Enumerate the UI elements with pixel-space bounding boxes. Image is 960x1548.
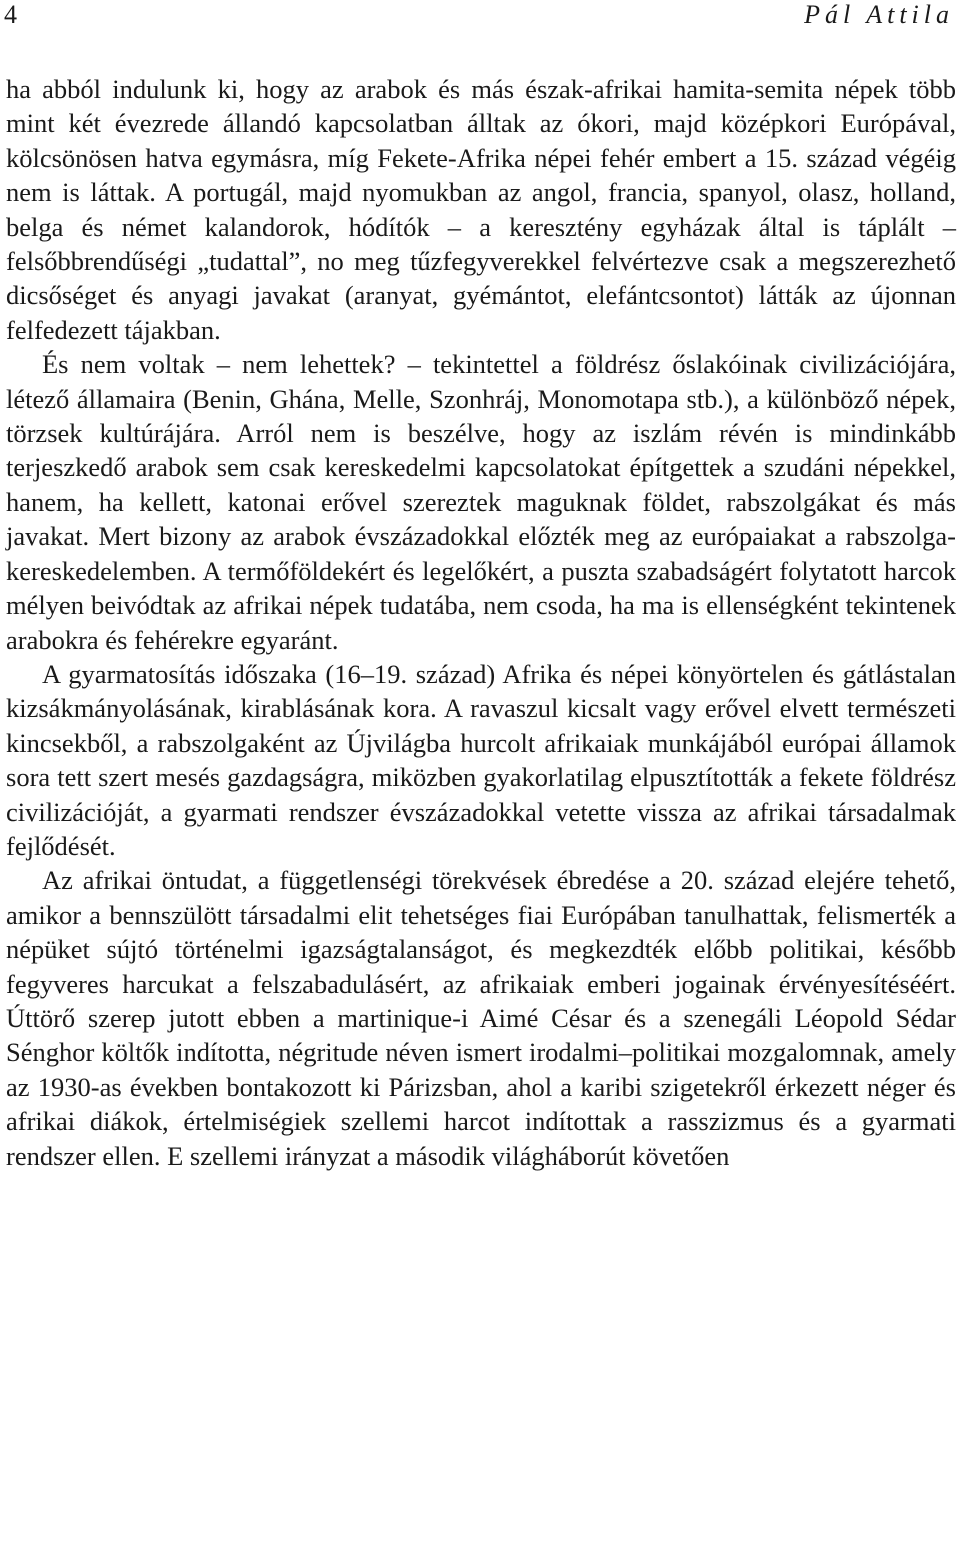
paragraph: ha abból indulunk ki, hogy az arabok és más észak-afrikai hamita-semita népek több mint két évezrede állandó kapcsolatban álltak az ókori, majd középkori Európával, kölcsönösen hatva egymásra, míg Fekete-Afrika népei fehér embert a 15. század végéig nem is láttak. A portugál, majd nyomukban az angol, francia, spanyol, olasz, holland, belga és német kalandorok, hódítók – a keresztény egyházak által is táplált – felsőbbrendűségi „tudattal”, no meg tűzfegyverekkel felvértezve csak a megszerezhető dicsőséget és anyagi javakat (aranyat, gyémántot, elefántcsontot) látták az újonnan felfedezett tájakban. (6, 74, 956, 345)
page-number: 4 (4, 0, 17, 29)
paragraph: Az afrikai öntudat, a függetlenségi törekvések ébredése a 20. század elejére tehető, amikor a bennszülött társadalmi elit tehetséges fiai Európában tanulhattak, felismerték a népüket sújtó történelmi igazságtalanságot, és megkezdték előbb politikai, később fegyveres harcukat a felszabadulásért, az afrikaiak emberi jogainak érvényesítéséért. Úttörő szerep jutott ebben a martinique-i Aimé César és a szenegáli Léopold Sédar Sénghor költők indította, négritude néven ismert irodalmi–politikai mozgalomnak, amely az 1930-as években bontakozott ki Párizsban, ahol a karibi szigetekről érkezett néger és afrikai diákok, értelmiségiek szellemi harcot indítottak a rasszizmus és a gyarmati rendszer ellen. E szellemi irányzat a második világháborút követően (6, 865, 956, 1171)
paragraph: A gyarmatosítás időszaka (16–19. század) Afrika és népei könyörtelen és gátlástalan kizsákmányolásának, kirablásának kora. A ravaszul kicsalt vagy erővel elvett természeti kincsekből, a rabszolgaként az Újvilágba hurcolt afrikaiak munkájából európai államok sora tett szert mesés gazdagságra, miközben gyakorlatilag elpusztították a fekete földrész civilizációját, a gyarmati rendszer évszázadokkal vetette vissza az afrikai társadalmak fejlődését. (6, 658, 956, 861)
body-text (6, 72, 956, 1173)
paragraph: És nem voltak – nem lehettek? – tekintettel a földrész őslakóinak civilizációjára, létező államaira (Benin, Ghána, Melle, Szonhráj, Monomotapa stb.), a különböző népek, törzsek kultúrájára. Arról nem is beszélve, hogy az iszlám révén is mindinkább terjeszkedő arabok sem csak kereskedelmi kapcsolatokat építgettek a szudáni népekkel, hanem, ha kellett, katonai erővel szereztek maguknak földet, rabszolgákat és más javakat. Mert bizony az arabok évszázadokkal előzték meg az európaiakat a rabszolga-kereskedelemben. A termőföldekért és legelőkért, a puszta szabadságért folytatott harcok mélyen beivódtak az afrikai népek tudatába, nem csoda, ha ma is ellenségként tekintenek arabokra és fehérekre egyaránt. (6, 349, 956, 655)
running-header (4, 0, 954, 30)
running-header-author: Pál Attila (804, 0, 954, 29)
